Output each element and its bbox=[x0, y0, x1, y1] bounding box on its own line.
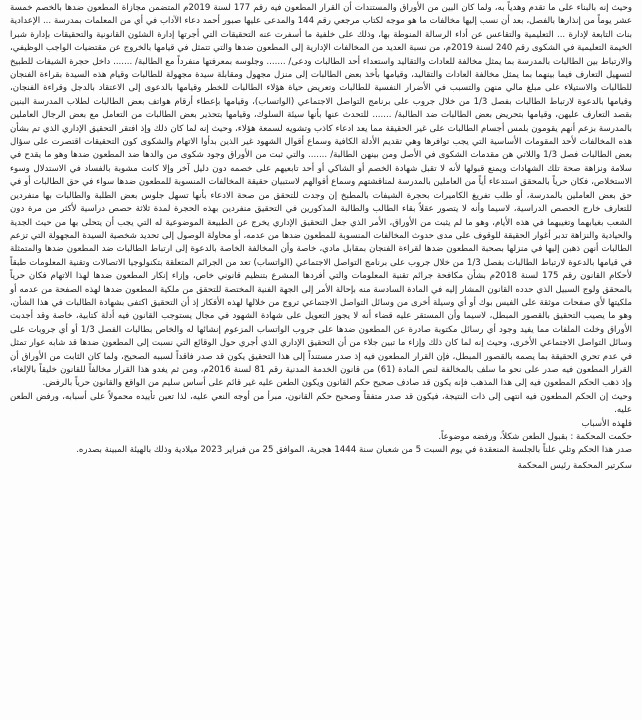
judgment-body-paragraph: وحيث إنه بالبناء على ما تقدم وهدياً به، ولما كان البين من الأوراق والمستندات أن القرار المطعون فيه رقم 177 لسنة 2019م المتضمن مجازاة المطعون ضدها بالخصم خمسة عشر يوماً من إنذارها بالفصل، بعد أن نسب إليها مخالفات ما هو موجه لكتاب مرجعي رقم 144 والمدعى عليها صبور أحمد دعاء الآداب في أي من المعلمات بمدرسة ... الإعدادية بنات التابعة لإدارة ... التعليمية والتقاعس عن أداء الرسالة المنوطة بها، وذلك على خلفية ما أسفرت عنه التحقيقات التي أجرتها إدارة الشئون القانونية والتحقيقات بإدارة شبرا الخيمة التعليمية في الشكوى رقم 240 لسنة 2019م، من نسبة العديد من المخالفات الإدارية إلى المطعون ضدها والتي تتمثل في قيامها بالخروج عن مقتضيات الواجب الوظيفي، والارتباط بين الطالبات بالمدرسة بما يمثل مخالفة للعادات والتقاليد واستعداء أحد الطالبات ودعى/ ....... وجلوسه بمعرفتها منفرداً مع الطالبة/ ....... داخل حجرة الشيفات للطبيخ لتسهيل التعارف فيما بينهما بما يمثل مخالفة العادات والتقاليد، وقيامها بأخذ بعض الطالبات إلى منزل مجهول ومقابلة سيدة مجهولة للطالبات وقيام هذه السيدة بقراءة الفنجان للطالبات والاستيلاء على مبلغ مالي منهن والتسبب في الأضرار النفسية للطالبات وتعريض حياة هؤلاء الطالبات للخطر وقيامها بالدعوى إلى الاعتقاد بالدجل وقراءة الفنجان، وقيامها بالدعوة لارتباط الطالبات بفصل 1/3 من خلال جروب على برنامج التواصل الاجتماعي (الواتساب)، وقيامها بإعطاء أرقام هواتف بعض الطالبات لطلاب المدرسة البنين بقصد التعارف عليهن، وقيامها بتحريض بعض الطالبات ضد الطالبة/ ....... للتحدث عنها بأنها سيئة السلوك، وقيامها بتحذير بعض الطالبات من التعامل مع بعض الرجال العاملين بالمدرسة بزعم أنهم يقومون بلمس أجسام الطالبات على غير الحقيقة مما يعد ادعاء كاذب وتشويه لسمعة هؤلاء، وحيث إنه لما كان ذلك وإذ افتقر التحقيق الإداري الذي تم بشأن هذه المخالفات لأحد المقومات الأساسية التي يجب توافرها وهي تقديم الأدلة الكافية وسماع أقوال الشهود غير الذين بدأوا الاتهام والشكوى كون التحقيقات اقتصرت على سؤال بعض الطالبات فصل 1/3 واللاتي هن مقدمات الشكوى في الأصل ومن بينهن الطالبة/ ....... والتي ثبت من الأوراق وجود شكوى من والدها ضد المطعون ضدها وهو ما يقدح في سلامة ونزاهة صحة تلك الشهادات ويمنع قبولها لأنه لا تقبل شهادة الخصم أو الشاكي أو أحد تابعيهم على خصمه دون دليل آخر وإلا كانت مشوبة بالفساد في الاستدلال وسوء الاستخلاص، فكان حرياً بالمحقق استدعاء أياً من العاملين بالمدرسة لمناقشتهم وسماع أقوالهم لاستبيان حقيقة المخالفات المنسوبة للمطعون ضدها سواء في حق الطالبات أو في حق بعض العاملين بالمدرسة، أو طلب تفريغ الكاميرات بحجرة الشيفات بالمطبخ إن وجدت للتحقق من صحة الادعاء بأنها تسهل جلوس بعض الطلبة والطالبات بها منفردين للتعارف خارج الحصص الدراسية، لاسيما وأنه لا يتصور عقلاً بقاء الطالب والطالبة المذكورين في التحقيق منفردين بهذه الحجرة لمدة ثلاثة حصص دراسية لأكثر من مرة دون الشعب بغيابهما وتغيبهما في هذه الأيام، وهو ما لم يثبت من الأوراق، الأمر الذي جعل التحقيق الإداري يخرج عن الطبيعة الموضوعية له التي يجب أن يتحلى بها من حيث الجدية والحيادية والنزاهة تدبر أغوار الحقيقة للوقوف على مدى حدوث المخالفات المنسوبة للمطعون ضدها من عدمه، أو محاولة الوصول إلى تحديد شخصية السيدة المجهولة التي تزعم الطالبات أنهن ذهبن إليها في منزلها بصحبة المطعون ضدها لقراءة الفنجان بمقابل مادي، خاصة وأن المخالفة الخاصة بالدعوة إلى ارتباط الطالبات ضد المطعون ضدها والمتمثلة في قيامها بالدعوة لارتباط الطالبات بفصل 1/3 من خلال جروب على برنامج التواصل الاجتماعي (الواتساب) تعد من الجرائم المتعلقة بتكنولوجيا الاتصالات وتقنية المعلومات طبقاً لأحكام القانون رقم 175 لسنة 2018م بشأن مكافحة جرائم تقنية المعلومات والتي أفردها المشرع بتنظيم قانوني خاص، وإزاء إنكار المطعون ضدها لهذا الاتهام فكان حرياً بالمحقق ولوج السبيل الذي حدده القانون المشار إليه في المادة السادسة منه بإحالة الأمر إلى الجهة الفنية المختصة للتحقق من ملكية المطعون ضدها لهذه الصفحة من عدمه أو ملكيتها لأي صفحات موثقة على الفيس بوك أو أي وسيلة أخرى من وسائل التواصل الاجتماعي تروج من خلالها لهذه الأفكار إذ أن التحقيق اكتفى بشهادة الطالبات في هذا الشأن، وهو ما يصيب التحقيق بالقصور المبطل، لاسيما وأن المستقر عليه قضاء أنه لا يجوز التعويل على شهادة الشهود في مجال يستوجب القانون فيه أدلة كتابية، خاصة وقد أجدبت الأوراق وخلت الملفات مما يفيد وجود أي رسائل مكتوبة صادرة عن المطعون ضدها على جروب الواتساب المزعوم إنشائها له والخاص بطالبات الفصل 1/3 أو أي جروبات على وسائل التواصل الاجتماعي الأخرى، وحيث إنه لما كان ذلك وإزاء ما تبين جلاء من أن التحقيق الإداري الذي أجري حول الوقائع التي نسبت إلى المطعون ضدها قد شابه عوار تمثل في عدم تحري الحقيقة بما يصمه بالقصور المبطل، فإن القرار المطعون فيه إذ صدر مستنداً إلى هذا التحقيق يكون قد صدر فاقداً لسببه الصحيح، ولما كان الثابت من الأوراق أن القرار المطعون فيه صدر على نحو ما سلف بالمخالفة لنص المادة (61) من قانون الخدمة المدنية رقم 81 لسنة 2016م، ومن ثم يغدو هذا القرار مخالفاً للقانون خليقاً بالإلغاء، وإذ ذهب الحكم المطعون فيه إلى هذا المذهب فإنه يكون قد صادف صحيح حكم القانون ويكون الطعن عليه غير قائم على أساس سليم من الواقع والقانون حرياً بالرفض. bbox=[10, 3, 632, 389]
pronouncement-paragraph: صدر هذا الحكم وتلي علناً بالجلسة المنعقدة في يوم السبت 5 من شعبان سنة 1444 هجرية، الموافق 25 من فبراير 2023 ميلادية وذلك بالهيئة المبينة بصدره. bbox=[76, 445, 632, 456]
judgment-conclusion-paragraph: وحيث إن الحكم المطعون فيه انتهى إلى ذات النتيجة، فيكون قد صدر متفقاً وصحيح حكم القانون، مبرأ من أوجه النعي عليه، لذا تعين تأييده محمولاً على أسبابه، ورفض الطعن عليه. bbox=[10, 391, 632, 416]
reasons-heading: فلهذه الأسباب bbox=[581, 418, 632, 429]
verdict-line: حكمت المحكمة : بقبول الطعن شكلاً، ورفضه موضوعاً. bbox=[438, 432, 632, 442]
signature-line: سكرتير المحكمة رئيس المحكمة bbox=[517, 460, 632, 471]
